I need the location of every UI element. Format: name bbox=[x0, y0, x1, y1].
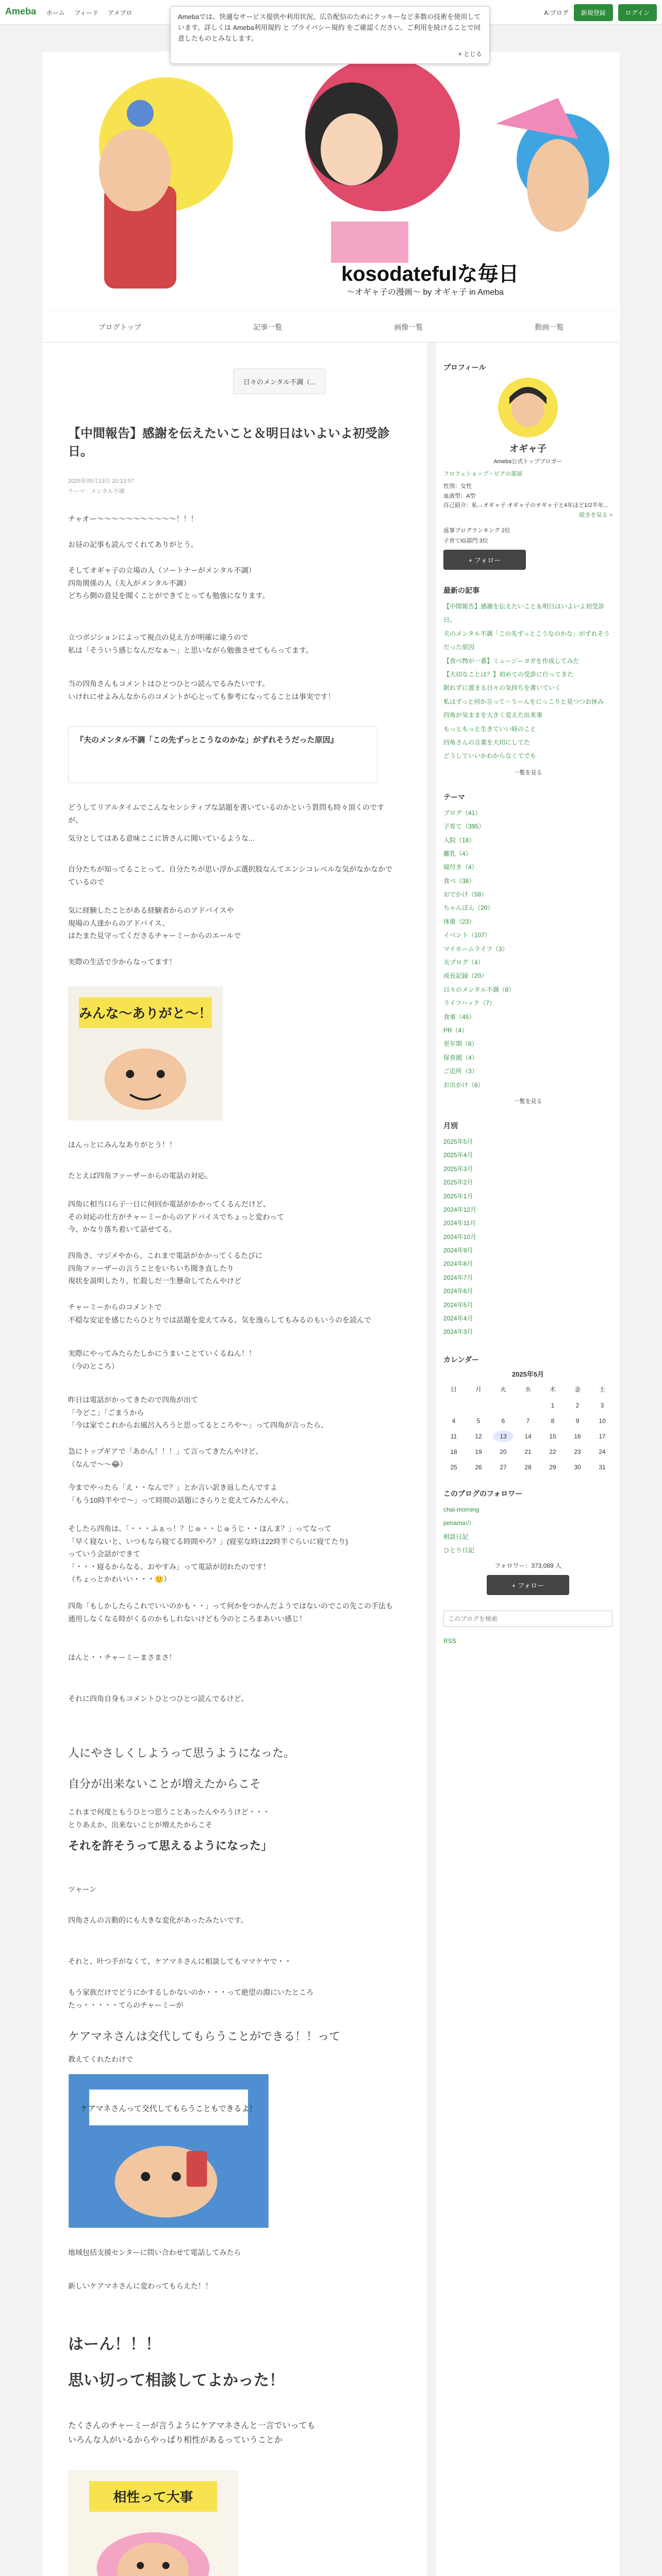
paragraph: それと、叶つ手がなくて、ケアマネさんに相談してもママケヤで・・ bbox=[68, 1957, 292, 1965]
recent-item[interactable]: 【大切なことは？】初めての受診に行ってきた bbox=[443, 671, 574, 679]
archive-item[interactable]: 2024年8月 bbox=[443, 1260, 473, 1268]
archive-item[interactable]: 2024年9月 bbox=[443, 1247, 473, 1255]
rss-link[interactable]: RSS bbox=[443, 1637, 456, 1645]
paragraph: 今までやったら「え・・なんで？」とか言い訳き返したんですよ 「もう10時半やで〜」って時間の話題にさらりと変えてみたんやん。 bbox=[68, 1483, 293, 1504]
archive-item[interactable]: 2025年1月 bbox=[443, 1192, 473, 1200]
theme-item[interactable]: 日々のメンタル不調（8） bbox=[443, 986, 515, 993]
top-nav bbox=[46, 8, 132, 17]
calendar-day[interactable]: 29 bbox=[549, 1463, 556, 1471]
calendar-day[interactable]: 19 bbox=[475, 1448, 482, 1455]
emphasis-heading: はーん！！！ bbox=[68, 2336, 161, 2353]
calendar-day[interactable]: 8 bbox=[551, 1417, 555, 1425]
calendar-day[interactable]: 17 bbox=[599, 1432, 606, 1440]
calendar-day bbox=[493, 1400, 514, 1411]
theme-button[interactable]: 日々のメンタル不調（... bbox=[233, 368, 326, 394]
theme-item[interactable]: イベント（107） bbox=[443, 931, 491, 939]
archive-item[interactable]: 2025年3月 bbox=[443, 1165, 473, 1173]
calendar-day[interactable]: 6 bbox=[501, 1417, 505, 1425]
post-date: 2025年05月13日 20:13:57 bbox=[68, 478, 134, 484]
paragraph: チャオー〜〜〜〜〜〜〜〜〜〜〜！！！ bbox=[68, 515, 198, 523]
emphasis-text: 自分が出来ないことが増えたからこそ bbox=[68, 1777, 261, 1790]
archive-item[interactable]: 2024年6月 bbox=[443, 1287, 473, 1295]
recent-item[interactable]: 夫のメンタル不調「この先ずっとこうなのかな」がずれそうだった原因 bbox=[443, 630, 610, 651]
calendar-day[interactable]: 14 bbox=[524, 1432, 532, 1440]
header-illustration bbox=[42, 52, 620, 319]
paragraph: どうしてリアルタイムでこんなセンシティブな話題を書いているのかという質問も時々頂くのですが、 bbox=[68, 803, 385, 824]
ranking-2[interactable]: 子育てIG部門 3位 bbox=[443, 538, 488, 545]
ill1-text: みんな〜ありがと〜！ bbox=[79, 1006, 212, 1022]
blog-search-input[interactable] bbox=[443, 1611, 613, 1627]
calendar-day[interactable]: 27 bbox=[500, 1463, 507, 1471]
theme-item[interactable]: 体重（23） bbox=[443, 918, 475, 925]
ranking-1[interactable]: 返事ブログランキング 2位 bbox=[443, 528, 510, 534]
archive-item[interactable]: 2024年10月 bbox=[443, 1233, 477, 1241]
recent-item[interactable]: どうしていいかわからなくてでも bbox=[443, 752, 537, 760]
follower-item[interactable]: ひとり日記 bbox=[443, 1546, 475, 1554]
paragraph: ほんと・・チャーミーまさまさ！ bbox=[68, 1653, 176, 1662]
archive-item[interactable]: 2024年3月 bbox=[443, 1328, 473, 1336]
calendar-weekdays bbox=[443, 1383, 613, 1396]
top-right bbox=[544, 4, 657, 21]
see-theme-list[interactable]: 一覧を見る bbox=[514, 1098, 542, 1105]
theme-item[interactable]: ご近所（3） bbox=[443, 1067, 478, 1075]
paragraph: 教えてくれたわけで bbox=[68, 2055, 133, 2063]
post-title[interactable]: 【中間報告】感謝を伝えたいこと＆明日はいよいよ初受診日。 bbox=[68, 427, 390, 459]
calendar-day[interactable]: 24 bbox=[599, 1448, 606, 1455]
nav-articles[interactable]: 記事一覧 bbox=[253, 323, 283, 331]
cookie-banner bbox=[170, 6, 490, 64]
recent-item[interactable]: 【食べ物が一番】ミュージーヨガを作成してみた bbox=[443, 657, 580, 665]
emphasis-text: それを許そうって思えるようになった」 bbox=[68, 1839, 273, 1852]
calendar-day bbox=[518, 1400, 538, 1411]
calendar-month: 2025年5月 bbox=[511, 1370, 544, 1378]
recent-item[interactable]: もっともっと生きていい時のこと bbox=[443, 725, 537, 733]
calendar-day[interactable]: 10 bbox=[599, 1417, 606, 1425]
illustration-compatibility bbox=[68, 2470, 238, 2576]
profile-heading: プロフィール bbox=[443, 363, 486, 371]
calendar-day[interactable]: 26 bbox=[475, 1463, 482, 1471]
calendar-day[interactable]: 12 bbox=[475, 1432, 482, 1440]
recent-item[interactable]: 眠れずに溜まる日々の気持ちを書いていく bbox=[443, 684, 561, 692]
weekday: 火 bbox=[500, 1385, 506, 1393]
paragraph: 当の四角さんもコメントはひとつひとつ読んでるみたいです。 いけれにせよみんなからのコメントが心とっても参考になってることは事実です！ bbox=[68, 680, 335, 701]
illustration-thanks bbox=[68, 987, 223, 1121]
ill2-text: ケアマネさんって交代してもらうこともできるよ！ bbox=[80, 2104, 257, 2113]
nav-images[interactable]: 画像一覧 bbox=[394, 323, 423, 331]
calendar-day[interactable]: 9 bbox=[575, 1417, 580, 1425]
link-card-title: 『夫のメンタル不調「この先ずっとこうなのかな」がずれそうだった原因』 bbox=[76, 736, 338, 744]
theme-item[interactable]: 成長記録（20） bbox=[443, 972, 488, 980]
paragraph: 急にトップギアで「あかん！！！」て言ってきたんやけど、 （なんで〜〜😂） bbox=[68, 1447, 263, 1468]
paragraph: 四角さ、マジメやから、これまで電話がかかってくるたびに 四角ファーザーの言うことをいちいち聞き直したり 現状を説明したり、忙殺しだ一生懸命してたんやけど bbox=[68, 1251, 263, 1285]
calendar-day[interactable]: 4 bbox=[452, 1417, 456, 1425]
archive-item[interactable]: 2024年11月 bbox=[443, 1219, 476, 1227]
calendar-day[interactable]: 16 bbox=[574, 1432, 581, 1440]
theme-item[interactable]: お出かけ（6） bbox=[443, 1081, 484, 1089]
ameba-logo[interactable]: Ameba bbox=[5, 6, 37, 16]
paragraph: 昨日は電話がかってきたので四角が出て 「今どこ」「ごまうから 「今は家でこれからお風呂入ろうと思ってるところや〜」って四角が言ったら、 bbox=[68, 1396, 328, 1429]
paragraph: 四角さんの言動的にも大きな変化があったみたいです。 bbox=[68, 1916, 248, 1924]
weekday: 金 bbox=[574, 1385, 581, 1393]
blog-title[interactable]: kosodatefulな毎日 bbox=[341, 263, 519, 285]
profile-more-link[interactable]: 続きを見る > bbox=[579, 512, 613, 519]
calendar-day[interactable]: 20 bbox=[500, 1448, 507, 1455]
calendar-day[interactable]: 5 bbox=[476, 1417, 481, 1425]
followers-heading: このブログのフォロワー bbox=[443, 1489, 523, 1498]
follower-item[interactable]: 相談日記 bbox=[443, 1533, 469, 1540]
archive-item[interactable]: 2024年12月 bbox=[443, 1206, 477, 1213]
recent-item[interactable]: 四角が気ままを大きく変えた出来事 bbox=[443, 711, 543, 719]
calendar-day[interactable]: 13 bbox=[493, 1431, 514, 1442]
avatar[interactable] bbox=[497, 377, 559, 438]
illustration-care-manager bbox=[68, 2074, 269, 2228]
blog-header bbox=[42, 52, 620, 319]
paragraph: 実際にやってみたらたしかにうまいことていくるねん！！ （今のところ） bbox=[68, 1349, 256, 1370]
theme-item[interactable]: ライフハック（7） bbox=[443, 999, 495, 1007]
archive-item[interactable]: 2025年5月 bbox=[443, 1138, 473, 1145]
paragraph: それに四角自身もコメントひとつひとつ読んでるけど、 bbox=[68, 1694, 249, 1703]
paragraph: そしてオギャ子の立場の人（ソートナーがメンタル不調） 四角関係の人（夫入がメンタル不調） どちら側の意見を聞くことができてとっても勉強になります。 bbox=[68, 566, 270, 600]
theme-item[interactable]: ちゃんぽん（20） bbox=[443, 904, 494, 912]
paragraph: 立つポジションによって視点の見え方が明確に違うので 私は「そういう感じなんだなぁ〜」と思いながら勉強させてもらってます。 bbox=[68, 633, 313, 654]
paragraph: 自分たちが知ってることって、自分たちが思い浮かぶ選択肢なんてエンシコレベルな気がなかなかでているので bbox=[68, 865, 393, 886]
cookie-text: Amebaでは、快適なサービス提供や利用状況、広告配信のためにクッキーなど多数の技術を使用しています。詳しくは Ameba利用規約 と プライバシー規約 をご確認ください。ご利用を続けることで同意したものとみなします。 bbox=[178, 13, 481, 42]
theme-item[interactable]: ブログ（41） bbox=[443, 809, 482, 817]
follow-button[interactable]: + フォロー bbox=[443, 550, 526, 570]
calendar-heading: カレンダー bbox=[443, 1355, 479, 1364]
calendar-day[interactable]: 15 bbox=[549, 1432, 556, 1440]
cookie-close-button[interactable]: × とじる bbox=[458, 50, 482, 58]
profile-links[interactable]: フロフェショップ・ピアの部屋 bbox=[443, 471, 523, 477]
paragraph: お昼の記事も読んでくれてありがとう。 bbox=[68, 540, 198, 549]
archive-item[interactable]: 2024年4月 bbox=[443, 1315, 473, 1323]
calendar-grid bbox=[443, 1400, 613, 1473]
emphasis-text: ケアマネさんは交代してもらうことができる！！って bbox=[68, 2030, 341, 2043]
weekday: 月 bbox=[475, 1385, 482, 1393]
nav-videos[interactable]: 動画一覧 bbox=[535, 323, 564, 331]
weekday: 日 bbox=[450, 1385, 457, 1393]
theme-item[interactable]: 寝付き（4） bbox=[443, 863, 478, 871]
calendar-day[interactable]: 11 bbox=[450, 1432, 457, 1440]
calendar-day[interactable]: 22 bbox=[549, 1448, 556, 1455]
archive-item[interactable]: 2024年7月 bbox=[443, 1274, 473, 1281]
calendar-day[interactable]: 28 bbox=[524, 1463, 532, 1471]
archive-heading: 月別 bbox=[443, 1121, 458, 1130]
paragraph: 新しいケアマネさんに変わってもらえた！！ bbox=[68, 2282, 212, 2290]
official-badge: Ameba公式トップブロガー bbox=[493, 459, 562, 465]
paragraph: これまで何度ともうひとつ思うことあったんやろうけど・・・ とりあえか、出来ないことが増えたからこそ bbox=[68, 1808, 270, 1829]
theme-item[interactable]: 更年期（6） bbox=[443, 1040, 478, 1048]
paragraph: 四角「もしかしたらこれでいいのかも・・」って何かをつかんだようではないのでこの先この手法も通用しなくなる時がくるのかもしれないけども今のところまあいい感じ！ bbox=[68, 1602, 393, 1623]
followers-list bbox=[443, 1503, 613, 1557]
emphasis-heading: 思い切って相談してよかった！ bbox=[68, 2372, 285, 2389]
blog-subtitle: 〜オギャ子の漫画〜 by オギャ子 in Ameba bbox=[346, 288, 504, 297]
paragraph: 気分としてはある意味ここに皆さんに聞いているような... bbox=[68, 834, 255, 842]
theme-item[interactable]: PR（4） bbox=[443, 1027, 468, 1034]
weekday: 水 bbox=[524, 1385, 531, 1393]
paragraph: チャーミーからのコメントで 不穏な安定を感じたらひとりでは話題を変えてみる、気を逸らしてもみるのもいうのを読んで bbox=[68, 1303, 371, 1324]
calendar-day[interactable]: 7 bbox=[526, 1417, 530, 1425]
paragraph: そしたら四角は、「・・・ふぁっ！？じゅ・・じゅうじ・・ほんま？」ってなって 「早く寝ないと、いつもなら寝てる時間やろ？」(寝室な時は22時半ぐらいに寝てたり) っていう会話ができて 「・・・寝るからなる、おやすみ」って電話が切れたのです！ （ちょっとかわいい・・・🙂） bbox=[68, 1524, 348, 1583]
follower-item[interactable]: chai-morning bbox=[443, 1505, 479, 1513]
theme-item[interactable]: 離乳（4） bbox=[443, 850, 472, 857]
post-theme[interactable]: テーマ：メンタル不調 bbox=[68, 488, 125, 495]
paragraph: たくさんのチャーミーが言うようにケアマネさんと一言でいっても いろんな人がいるからやっぱり相性があるっていうことか bbox=[68, 2421, 316, 2445]
follow-button-2[interactable]: + フォロー bbox=[487, 1575, 569, 1595]
nav-blog-top[interactable]: ブログトップ bbox=[98, 323, 142, 331]
paragraph: ほんっとにみんなありがとう！！ bbox=[68, 1141, 176, 1149]
archive-item[interactable]: 2025年2月 bbox=[443, 1179, 473, 1187]
theme-heading: テーマ bbox=[443, 792, 465, 801]
nav-feed[interactable]: フィード bbox=[74, 9, 99, 16]
recent-list bbox=[443, 600, 613, 763]
calendar-day[interactable]: 18 bbox=[450, 1448, 457, 1455]
main-column bbox=[42, 343, 427, 2576]
paragraph: 地域包括支援センターに問い合わせて電話してみたら bbox=[68, 2248, 241, 2257]
theme-item[interactable]: おでかけ（58） bbox=[443, 891, 488, 899]
theme-item[interactable]: 夫ブログ（4） bbox=[443, 959, 484, 967]
theme-item[interactable]: 入院（18） bbox=[443, 836, 475, 844]
see-list-link[interactable]: 一覧を見る bbox=[514, 769, 542, 776]
weekday: 木 bbox=[549, 1385, 556, 1393]
calendar-day bbox=[443, 1400, 464, 1411]
calendar-day[interactable]: 31 bbox=[599, 1463, 606, 1471]
theme-item[interactable]: 保育園（4） bbox=[443, 1054, 478, 1061]
follower-item[interactable]: jamamaの bbox=[443, 1519, 472, 1527]
theme-item[interactable]: 食事（45） bbox=[443, 1013, 475, 1021]
theme-item[interactable]: マイホームライフ（3） bbox=[443, 945, 508, 953]
theme-item[interactable]: 子育て（395） bbox=[443, 823, 485, 831]
paragraph: 気に経験したことがある経験者からのアドバイスや 現場の人達からのアドバイス、 はたまた見守ってくださるチャーミーからのエールで bbox=[68, 906, 241, 940]
ill3-text: 相性って大事 bbox=[113, 2489, 193, 2505]
nav-home[interactable]: ホーム bbox=[46, 9, 65, 16]
calendar-day[interactable]: 3 bbox=[600, 1401, 604, 1409]
recent-item[interactable]: 四角さんの言葉を大切にしてた bbox=[443, 738, 531, 746]
login-button[interactable]: ログイン bbox=[618, 4, 657, 21]
theme-item[interactable]: 食べ（38） bbox=[443, 877, 475, 885]
calendar-day[interactable]: 1 bbox=[551, 1401, 555, 1409]
follower-count: フォロワー：373,089 人 bbox=[494, 1562, 562, 1570]
paragraph: たとえば四角ファーザーからの電話の対応。 bbox=[68, 1172, 212, 1180]
paragraph: ツャーン bbox=[68, 1885, 97, 1893]
archive-item[interactable]: 2025年4月 bbox=[443, 1151, 473, 1159]
emphasis-text: 人にやさしくしようって思うようになった。 bbox=[68, 1747, 295, 1759]
write-blog-link[interactable]: A:ブログ bbox=[544, 9, 569, 16]
calendar-day[interactable]: 21 bbox=[524, 1448, 532, 1455]
archive-item[interactable]: 2024年5月 bbox=[443, 1301, 473, 1309]
sidebar bbox=[436, 343, 620, 2576]
link-card[interactable] bbox=[68, 726, 377, 783]
archive-list bbox=[443, 1135, 613, 1339]
calendar-day[interactable]: 30 bbox=[574, 1463, 581, 1471]
signup-button[interactable]: 新規登録 bbox=[574, 4, 613, 21]
blog-nav bbox=[42, 312, 620, 343]
paragraph: もう家族だけでどうにかするしかないのか・・・って絶望の淵にいたところ たっ・・・・・てらのチャーミーが bbox=[68, 1988, 313, 2009]
theme-list bbox=[443, 806, 613, 1092]
recent-item[interactable]: 【中間報告】感謝を伝えたいこと＆明日はいよいよ初受診日。 bbox=[443, 603, 605, 624]
paragraph: 四角に相当口ら子一日に何回か電話がかかってくるんだけど、 その対応の仕方がチャーミーからのアドバイスでちょっと変わって 今、かなり落ち着いて話せてる。 bbox=[68, 1200, 285, 1233]
recent-heading: 最新の記事 bbox=[443, 586, 479, 595]
calendar-day[interactable]: 23 bbox=[574, 1448, 581, 1455]
paragraph: 実際の生活で少からなってます！ bbox=[68, 958, 176, 966]
profile-name[interactable]: オギャ子 bbox=[509, 444, 547, 454]
profile-bio: 性別：女性 血液型：A型 自己紹介：私→オギャ子 オギャ子のオギャ子と4年ほど1/2半年... bbox=[443, 483, 608, 509]
nav-ameblo[interactable]: アメブロ bbox=[108, 9, 133, 16]
calendar-day[interactable]: 25 bbox=[450, 1463, 457, 1471]
recent-item[interactable]: 私はずっと何か言って〜うーんをにっこりと見つつお休み bbox=[443, 698, 604, 705]
calendar-day bbox=[468, 1400, 489, 1411]
calendar-day[interactable]: 2 bbox=[575, 1401, 580, 1409]
weekday: 土 bbox=[599, 1385, 605, 1393]
